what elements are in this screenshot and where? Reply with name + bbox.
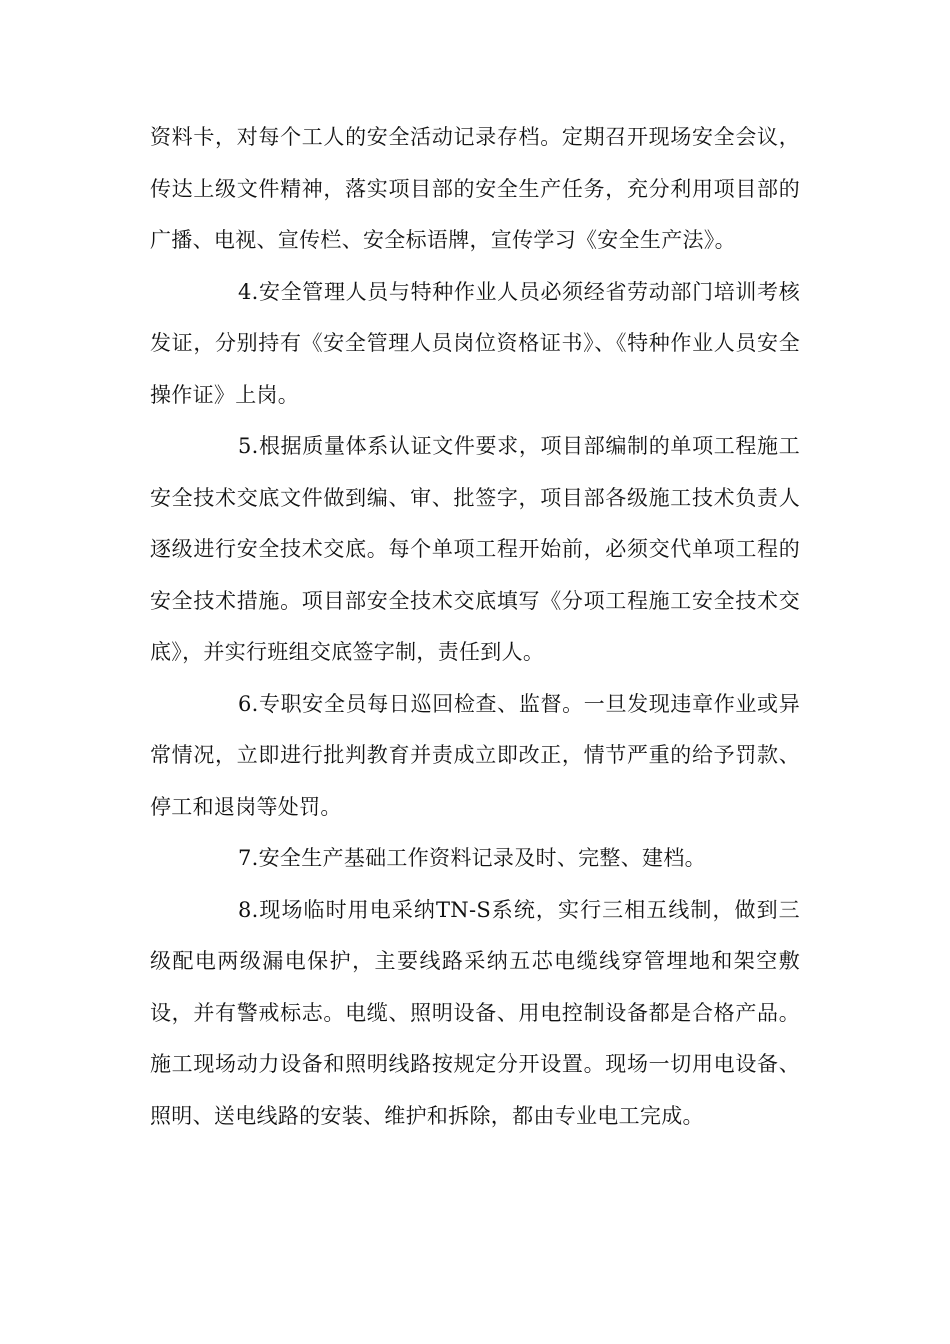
paragraph-item-5: 5.根据质量体系认证文件要求，项目部编制的单项工程施工安全技术交底文件做到编、审、批签字，项目部各级施工技术负责人逐级进行安全技术交底。每个单项工程开始前，必须交代单项工程的安全技术措施。项目部安全技术交底填写《分项工程施工安全技术交底》，并实行班组交底签字制，责任到人。 (150, 434, 800, 664)
paragraph-item-4: 4.安全管理人员与特种作业人员必须经省劳动部门培训考核发证，分别持有《安全管理人员岗位资格证书》、《特种作业人员安全操作证》上岗。 (150, 279, 800, 407)
document-body (150, 112, 800, 1142)
paragraph-item-6: 6.专职安全员每日巡回检查、监督。一旦发现违章作业或异常情况，立即进行批判教育并责成立即改正，情节严重的给予罚款、停工和退岗等处罚。 (150, 691, 800, 819)
paragraph-continuation: 资料卡，对每个工人的安全活动记录存档。定期召开现场安全会议，传达上级文件精神，落实项目部的安全生产任务，充分利用项目部的广播、电视、宣传栏、安全标语牌，宣传学习《安全生产法》。 (150, 125, 800, 252)
paragraph-item-8: 8.现场临时用电采纳TN-S系统，实行三相五线制，做到三级配电两级漏电保护，主要线路采纳五芯电缆线穿管埋地和架空敷设，并有警戒标志。电缆、照明设备、用电控制设备都是合格产品。施工现场动力设备和照明线路按规定分开设置。现场一切用电设备、照明、送电线路的安装、维护和拆除，都由专业电工完成。 (150, 897, 800, 1128)
paragraph-item-7: 7.安全生产基础工作资料记录及时、完整、建档。 (238, 846, 706, 870)
